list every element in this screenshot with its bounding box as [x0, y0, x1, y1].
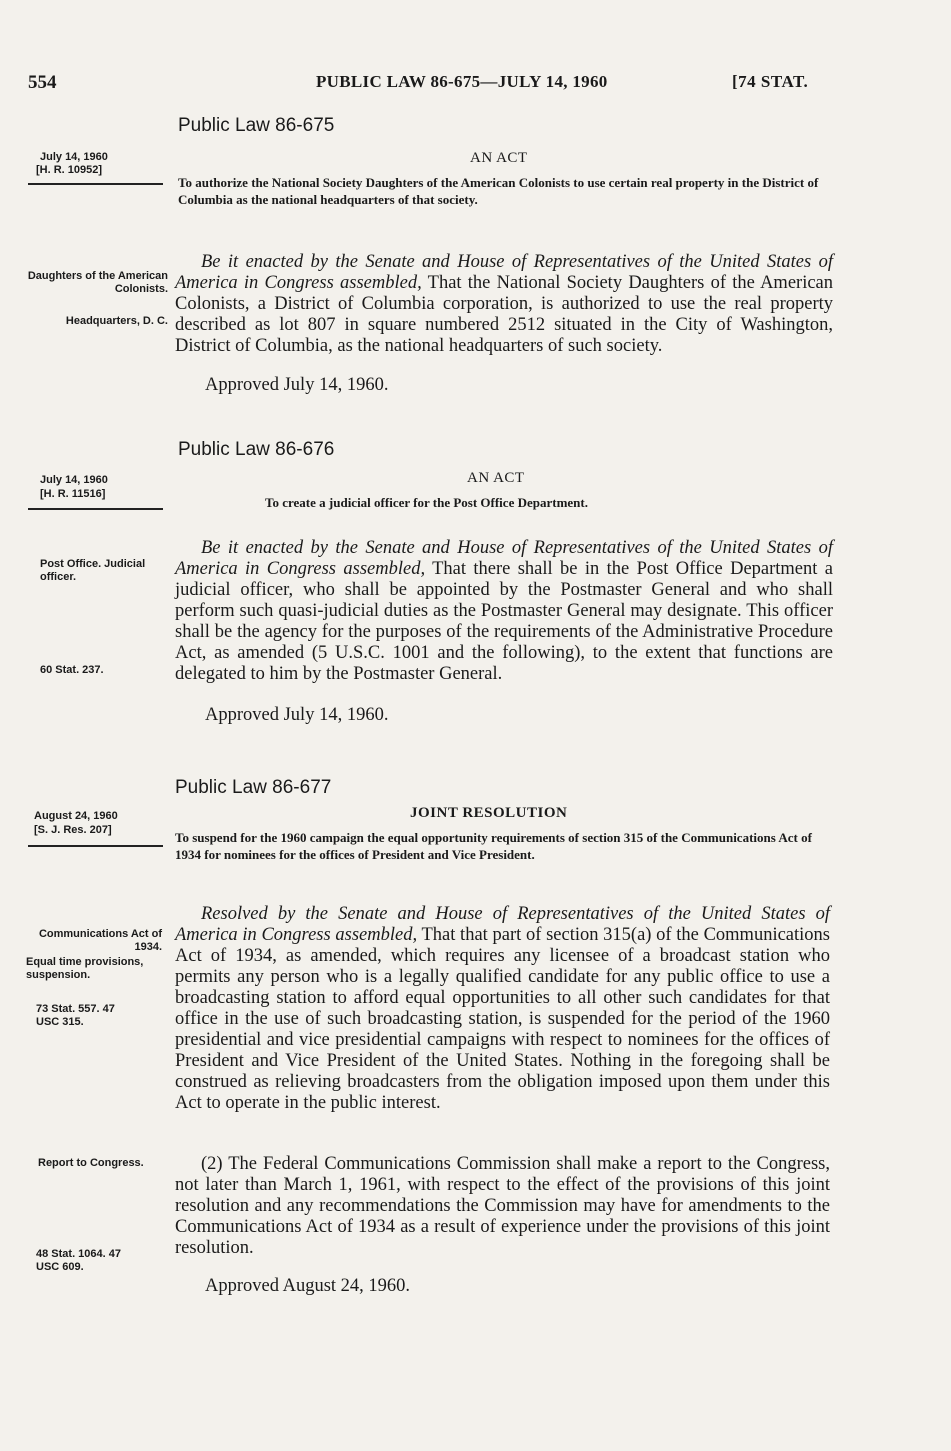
body-text: That the National Society Daughters of the American Colonists, a District of Columbia corporation, is authorized to use the real property described as lot 807 in square numbered 2512 situated in the City of Washington, District of Columbia, as the national headquarters of such society. [175, 273, 834, 356]
law-title-86-676: Public Law 86-676 [178, 439, 335, 460]
margin-date: July 14, 1960 [40, 151, 108, 163]
approval-line: Approved August 24, 1960. [205, 1276, 411, 1296]
margin-note: 48 Stat. 1064. 47 USC 609. [36, 1248, 122, 1273]
margin-note: Report to Congress. [38, 1157, 144, 1169]
body-text: That there shall be in the Post Office Department a judicial officer, who shall be appointed by the Postmaster General and who shall perform such quasi-judicial duties as the Postmaster General may designate. This officer shall be the agency for the purposes of the requirements of the Administrative Procedure Act, as amended (5 U.S.C. 1001 and the following), to the extent that functions are delegated to him by the Postmaster General. [175, 559, 833, 684]
margin-note: Post Office. Judicial officer. [40, 558, 146, 583]
margin-date: August 24, 1960 [34, 810, 118, 822]
resolving-clause: Resolved by the Senate and House of Representatives of the United States of America in Congress assembled, [175, 904, 830, 945]
enacting-clause: Be it enacted by the Senate and House of Representatives of the United States of America in Congress assembled, [175, 252, 833, 293]
margin-note: 60 Stat. 237. [40, 664, 104, 676]
margin-note: Communications Act of 1934. [38, 928, 162, 953]
body-text: That that part of section 315(a) of the Communications Act of 1934, as amended, which requires any licensee of a broadcast station who permits any person who is a legally qualified candidate for any public office to use a broadcasting station to afford equal opportunities to all other such candidates for that office in the use of such broadcasting station, is suspended for the period of the 1960 presidential and vice presidential campaigns with respect to nominees for the offices of President and Vice President of the United States. Nothing in the foregoing shall be construed as relieving broadcasters from the obligation imposed upon them under this Act to operate in the public interest. [175, 925, 830, 1113]
law-title-86-675: Public Law 86-675 [178, 115, 335, 136]
act-label: AN ACT [470, 150, 528, 166]
margin-note: Headquarters, D. C. [65, 315, 168, 327]
running-title: PUBLIC LAW 86-675—JULY 14, 1960 [316, 72, 608, 91]
margin-rule [28, 183, 163, 185]
approval-line: Approved July 14, 1960. [205, 705, 389, 725]
margin-date: July 14, 1960 [40, 474, 108, 486]
resolution-purpose: To suspend for the 1960 campaign the equal opportunity requirements of section 315 of the Communications Act of 1934 for nominees for the offices of President and Vice President. [175, 830, 812, 862]
joint-resolution-label: JOINT RESOLUTION [410, 805, 568, 821]
margin-note: Equal time provisions, suspension. [26, 956, 144, 981]
margin-rule [28, 508, 163, 510]
margin-bill: [S. J. Res. 207] [34, 824, 112, 836]
margin-note: 73 Stat. 557. 47 USC 315. [36, 1003, 115, 1028]
enacting-clause: Be it enacted by the Senate and House of Representatives of the United States of America in Congress assembled, [175, 538, 833, 579]
act-label: AN ACT [467, 470, 525, 486]
law-title-86-677: Public Law 86-677 [175, 777, 332, 798]
act-purpose: To authorize the National Society Daughters of the American Colonists to use certain real property in the District of Columbia as the national headquarters of that society. [178, 175, 819, 207]
resolution-paragraph-2: (2) The Federal Communications Commission shall make a report to the Congress, not later than March 1, 1961, with respect to the effect of the provisions of this joint resolution and any recommendations the Commission may have for amendments to the Communications Act of 1934 as a result of experience under the provisions of this joint resolution. [175, 1154, 830, 1258]
margin-bill: [H. R. 10952] [36, 164, 103, 176]
margin-rule [28, 845, 163, 847]
margin-note: Daughters of the American Colonists. [27, 270, 168, 295]
page-number: 554 [28, 72, 57, 93]
act-purpose: To create a judicial officer for the Post Office Department. [265, 495, 588, 510]
margin-bill: [H. R. 11516] [40, 488, 106, 500]
stat-reference: [74 STAT. [732, 72, 809, 91]
act-body [175, 538, 833, 685]
approval-line: Approved July 14, 1960. [205, 375, 389, 395]
act-body [175, 252, 833, 357]
resolution-body [175, 904, 830, 1114]
